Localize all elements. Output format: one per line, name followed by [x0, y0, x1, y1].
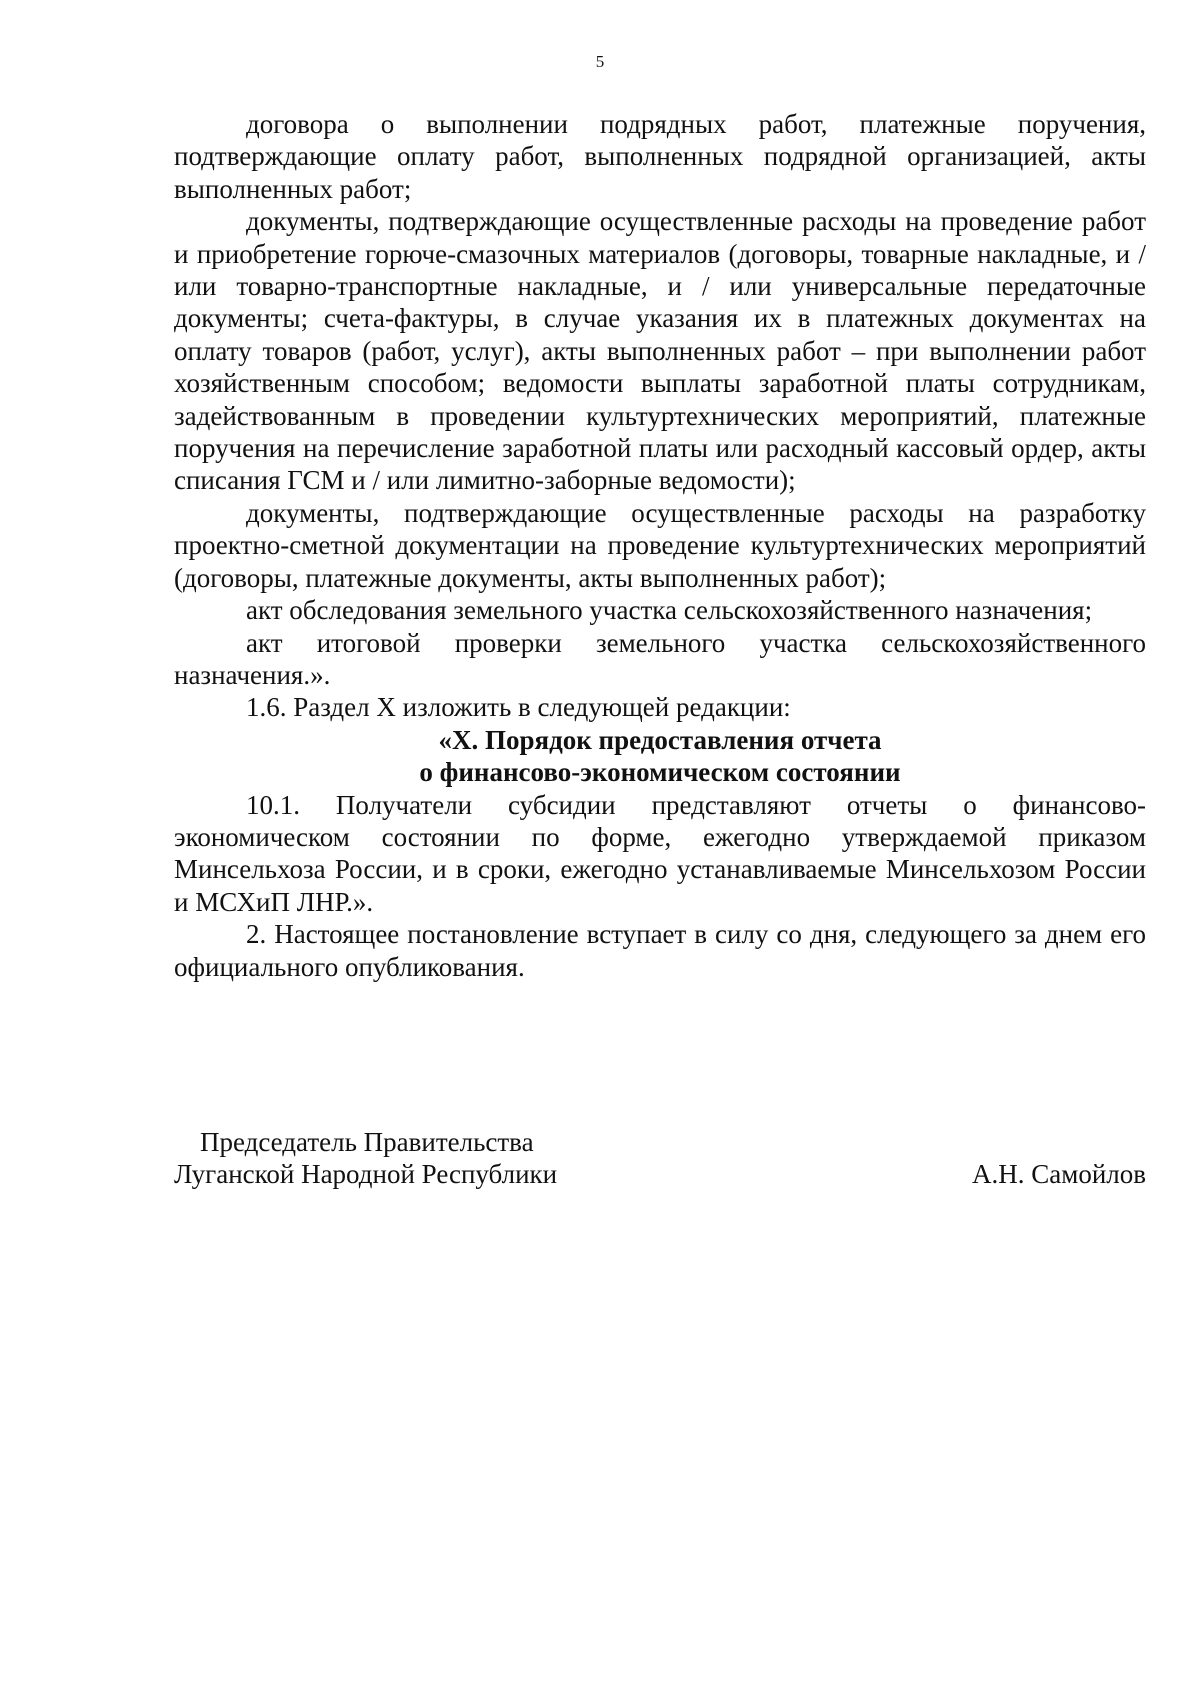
- signatory-position-line2: Луганской Народной Республики: [174, 1159, 558, 1190]
- paragraph-10-1: 10.1. Получатели субсидии представляют отчеты о финансово-экономическом состоянии по форме, ежегодно утверждаемой приказом Минсельхоза России, и в сроки, ежегодно устанавливаемые Минсельхозом России и МСХиП ЛНР.».: [174, 789, 1146, 917]
- paragraph-design-documents: документы, подтверждающие осуществленные расходы на разработку проектно-сметной документации на проведение культуртехнических мероприятий (договоры, платежные документы, акты выполненных работ);: [174, 497, 1146, 593]
- section-heading-line2: о финансово-экономическом состоянии: [419, 757, 901, 788]
- paragraph-entry-into-force: 2. Настоящее постановление вступает в силу со дня, следующего за днем его официального опубликования.: [174, 919, 1146, 982]
- paragraph-section-x-intro: 1.6. Раздел X изложить в следующей редакции:: [246, 692, 791, 723]
- paragraph-contract-documents: договора о выполнении подрядных работ, платежные поручения, подтверждающие оплату работ, выполненных подрядной организацией, акты выполненных работ;: [174, 109, 1146, 204]
- paragraph-inspection-act: акт обследования земельного участка сельскохозяйственного назначения;: [246, 595, 1093, 626]
- page-number: 5: [595, 52, 605, 71]
- paragraph-final-check-act: акт итоговой проверки земельного участка сельскохозяйственного назначения.».: [174, 627, 1146, 690]
- signatory-position-line1: Председатель Правительства: [200, 1127, 534, 1157]
- signatory-name: А.Н. Самойлов: [972, 1159, 1146, 1190]
- document-body: [174, 108, 1146, 983]
- signature-row: [174, 1158, 1146, 1190]
- section-heading-line1: «X. Порядок предоставления отчета: [438, 724, 882, 755]
- paragraph-expense-documents: документы, подтверждающие осуществленные расходы на проведение работ и приобретение горюче-смазочных материалов (договоры, товарные накладные, и / или товарно-транспортные накладные, и / или универсальные передаточные документы; счета-фактуры, в случае указания их в платежных документах на оплату товаров (работ, услуг), акты выполненных работ – при выполнении работ хозяйственным способом; ведомости выплаты заработной платы сотрудникам, задействованным в проведении культуртехнических мероприятий, платежные поручения на перечисление заработной платы или расходный кассовый ордер, акты списания ГСМ и / или лимитно-заборные ведомости);: [174, 206, 1146, 496]
- signature-block: [174, 1126, 1146, 1191]
